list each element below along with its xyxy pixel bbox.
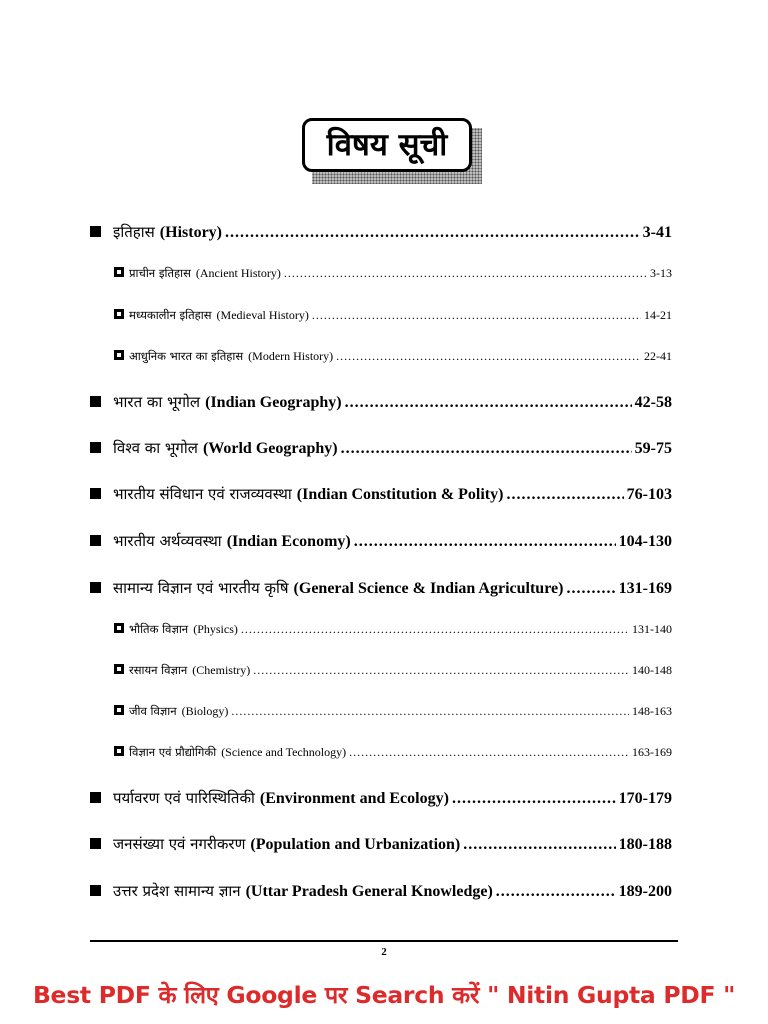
toc-entry <box>90 531 672 551</box>
title-box <box>302 118 482 184</box>
toc-page-range: 148-163 <box>632 704 672 718</box>
page-title: विषय सूची <box>302 118 472 172</box>
square-bullet-icon <box>90 396 101 407</box>
toc-english-title: (Modern History) <box>248 349 334 363</box>
toc-english-title: (Ancient History) <box>195 266 281 280</box>
dot-leader <box>496 883 616 901</box>
toc-english-title: (Indian Economy) <box>226 533 351 550</box>
toc-page-range: 76-103 <box>626 486 672 503</box>
dot-leader <box>452 790 616 808</box>
toc-page-range: 189-200 <box>618 883 672 900</box>
toc-entry <box>90 788 672 808</box>
boxed-square-bullet-icon <box>114 705 124 715</box>
toc-hindi-title: मध्यकालीन इतिहास <box>129 308 212 322</box>
toc-hindi-title: उत्तर प्रदेश सामान्य ज्ञान <box>113 882 241 900</box>
dot-leader <box>354 533 616 551</box>
boxed-square-bullet-icon <box>114 746 124 756</box>
dot-leader <box>231 704 629 719</box>
toc-page-range: 131-169 <box>618 580 672 597</box>
toc-subentry <box>114 266 672 281</box>
toc-page-range: 170-179 <box>618 790 672 807</box>
toc-subentry <box>114 308 672 323</box>
dot-leader <box>341 440 632 458</box>
toc-page-range: 104-130 <box>618 533 672 550</box>
toc-page-range: 140-148 <box>632 663 672 677</box>
toc-page-range: 131-140 <box>632 622 672 636</box>
dot-leader <box>336 349 641 364</box>
toc-hindi-title: जीव विज्ञान <box>129 704 177 718</box>
dot-leader <box>506 486 623 504</box>
dot-leader <box>312 308 641 323</box>
boxed-square-bullet-icon <box>114 267 124 277</box>
toc-page-range: 3-13 <box>650 266 672 280</box>
toc-page-range: 22-41 <box>644 349 672 363</box>
boxed-square-bullet-icon <box>114 664 124 674</box>
toc-english-title: (Indian Geography) <box>205 394 342 411</box>
toc-entry <box>90 578 672 598</box>
toc-subentry <box>114 704 672 719</box>
toc-entry <box>90 438 672 458</box>
toc-hindi-title: भारत का भूगोल <box>113 393 201 411</box>
toc-page-range: 3-41 <box>642 224 672 241</box>
toc-hindi-title: जनसंख्या एवं नगरीकरण <box>113 835 246 853</box>
toc-english-title: (Medieval History) <box>216 308 309 322</box>
dot-leader <box>463 836 615 854</box>
promo-banner: Best PDF के लिए Google पर Search करें " Nitin Gupta PDF " <box>32 981 736 1009</box>
toc-english-title: (Physics) <box>193 622 238 636</box>
toc-subentry <box>114 745 672 760</box>
dot-leader <box>253 663 629 678</box>
toc-entry <box>90 881 672 901</box>
toc-page-range: 163-169 <box>632 745 672 759</box>
toc-hindi-title: भारतीय अर्थव्यवस्था <box>113 532 222 550</box>
boxed-square-bullet-icon <box>114 309 124 319</box>
toc-hindi-title: प्राचीन इतिहास <box>129 266 191 280</box>
toc-hindi-title: भारतीय संविधान एवं राजव्यवस्था <box>113 485 292 503</box>
dot-leader <box>566 580 615 598</box>
boxed-square-bullet-icon <box>114 623 124 633</box>
dot-leader <box>349 745 629 760</box>
toc-entry <box>90 834 672 854</box>
toc-english-title: (Environment and Ecology) <box>259 790 449 807</box>
square-bullet-icon <box>90 582 101 593</box>
toc-entry <box>90 392 672 412</box>
toc-english-title: (Population and Urbanization) <box>250 836 461 853</box>
dot-leader <box>225 224 640 242</box>
square-bullet-icon <box>90 226 101 237</box>
boxed-square-bullet-icon <box>114 350 124 360</box>
toc-english-title: (World Geography) <box>202 440 338 457</box>
toc-english-title: (General Science & Indian Agriculture) <box>293 580 564 597</box>
toc-hindi-title: रसायन विज्ञान <box>129 663 188 677</box>
toc-english-title: (Uttar Pradesh General Knowledge) <box>245 883 493 900</box>
footer-rule <box>90 940 678 942</box>
toc-hindi-title: विज्ञान एवं प्रौद्योगिकी <box>129 745 217 759</box>
toc-page-range: 59-75 <box>634 440 672 457</box>
square-bullet-icon <box>90 488 101 499</box>
toc-page-range: 42-58 <box>634 394 672 411</box>
toc-hindi-title: सामान्य विज्ञान एवं भारतीय कृषि <box>113 579 289 597</box>
toc-subentry <box>114 663 672 678</box>
toc-hindi-title: आधुनिक भारत का इतिहास <box>129 349 244 363</box>
square-bullet-icon <box>90 442 101 453</box>
toc-subentry <box>114 349 672 364</box>
dot-leader <box>241 622 629 637</box>
square-bullet-icon <box>90 885 101 896</box>
toc-hindi-title: पर्यावरण एवं पारिस्थितिकी <box>113 789 255 807</box>
dot-leader <box>345 394 632 412</box>
page-number: 2 <box>381 946 387 958</box>
square-bullet-icon <box>90 535 101 546</box>
toc-page-range: 14-21 <box>644 308 672 322</box>
toc-english-title: (History) <box>159 224 222 241</box>
toc-english-title: (Indian Constitution & Polity) <box>296 486 504 503</box>
square-bullet-icon <box>90 838 101 849</box>
toc-entry <box>90 484 672 504</box>
toc-english-title: (Biology) <box>181 704 229 718</box>
dot-leader <box>284 266 647 281</box>
toc-english-title: (Science and Technology) <box>221 745 347 759</box>
toc-english-title: (Chemistry) <box>192 663 251 677</box>
toc-hindi-title: इतिहास <box>113 223 155 241</box>
toc-page-range: 180-188 <box>618 836 672 853</box>
toc-subentry <box>114 622 672 637</box>
toc-hindi-title: विश्व का भूगोल <box>113 439 198 457</box>
square-bullet-icon <box>90 792 101 803</box>
toc-hindi-title: भौतिक विज्ञान <box>129 622 189 636</box>
toc-entry <box>90 222 672 242</box>
